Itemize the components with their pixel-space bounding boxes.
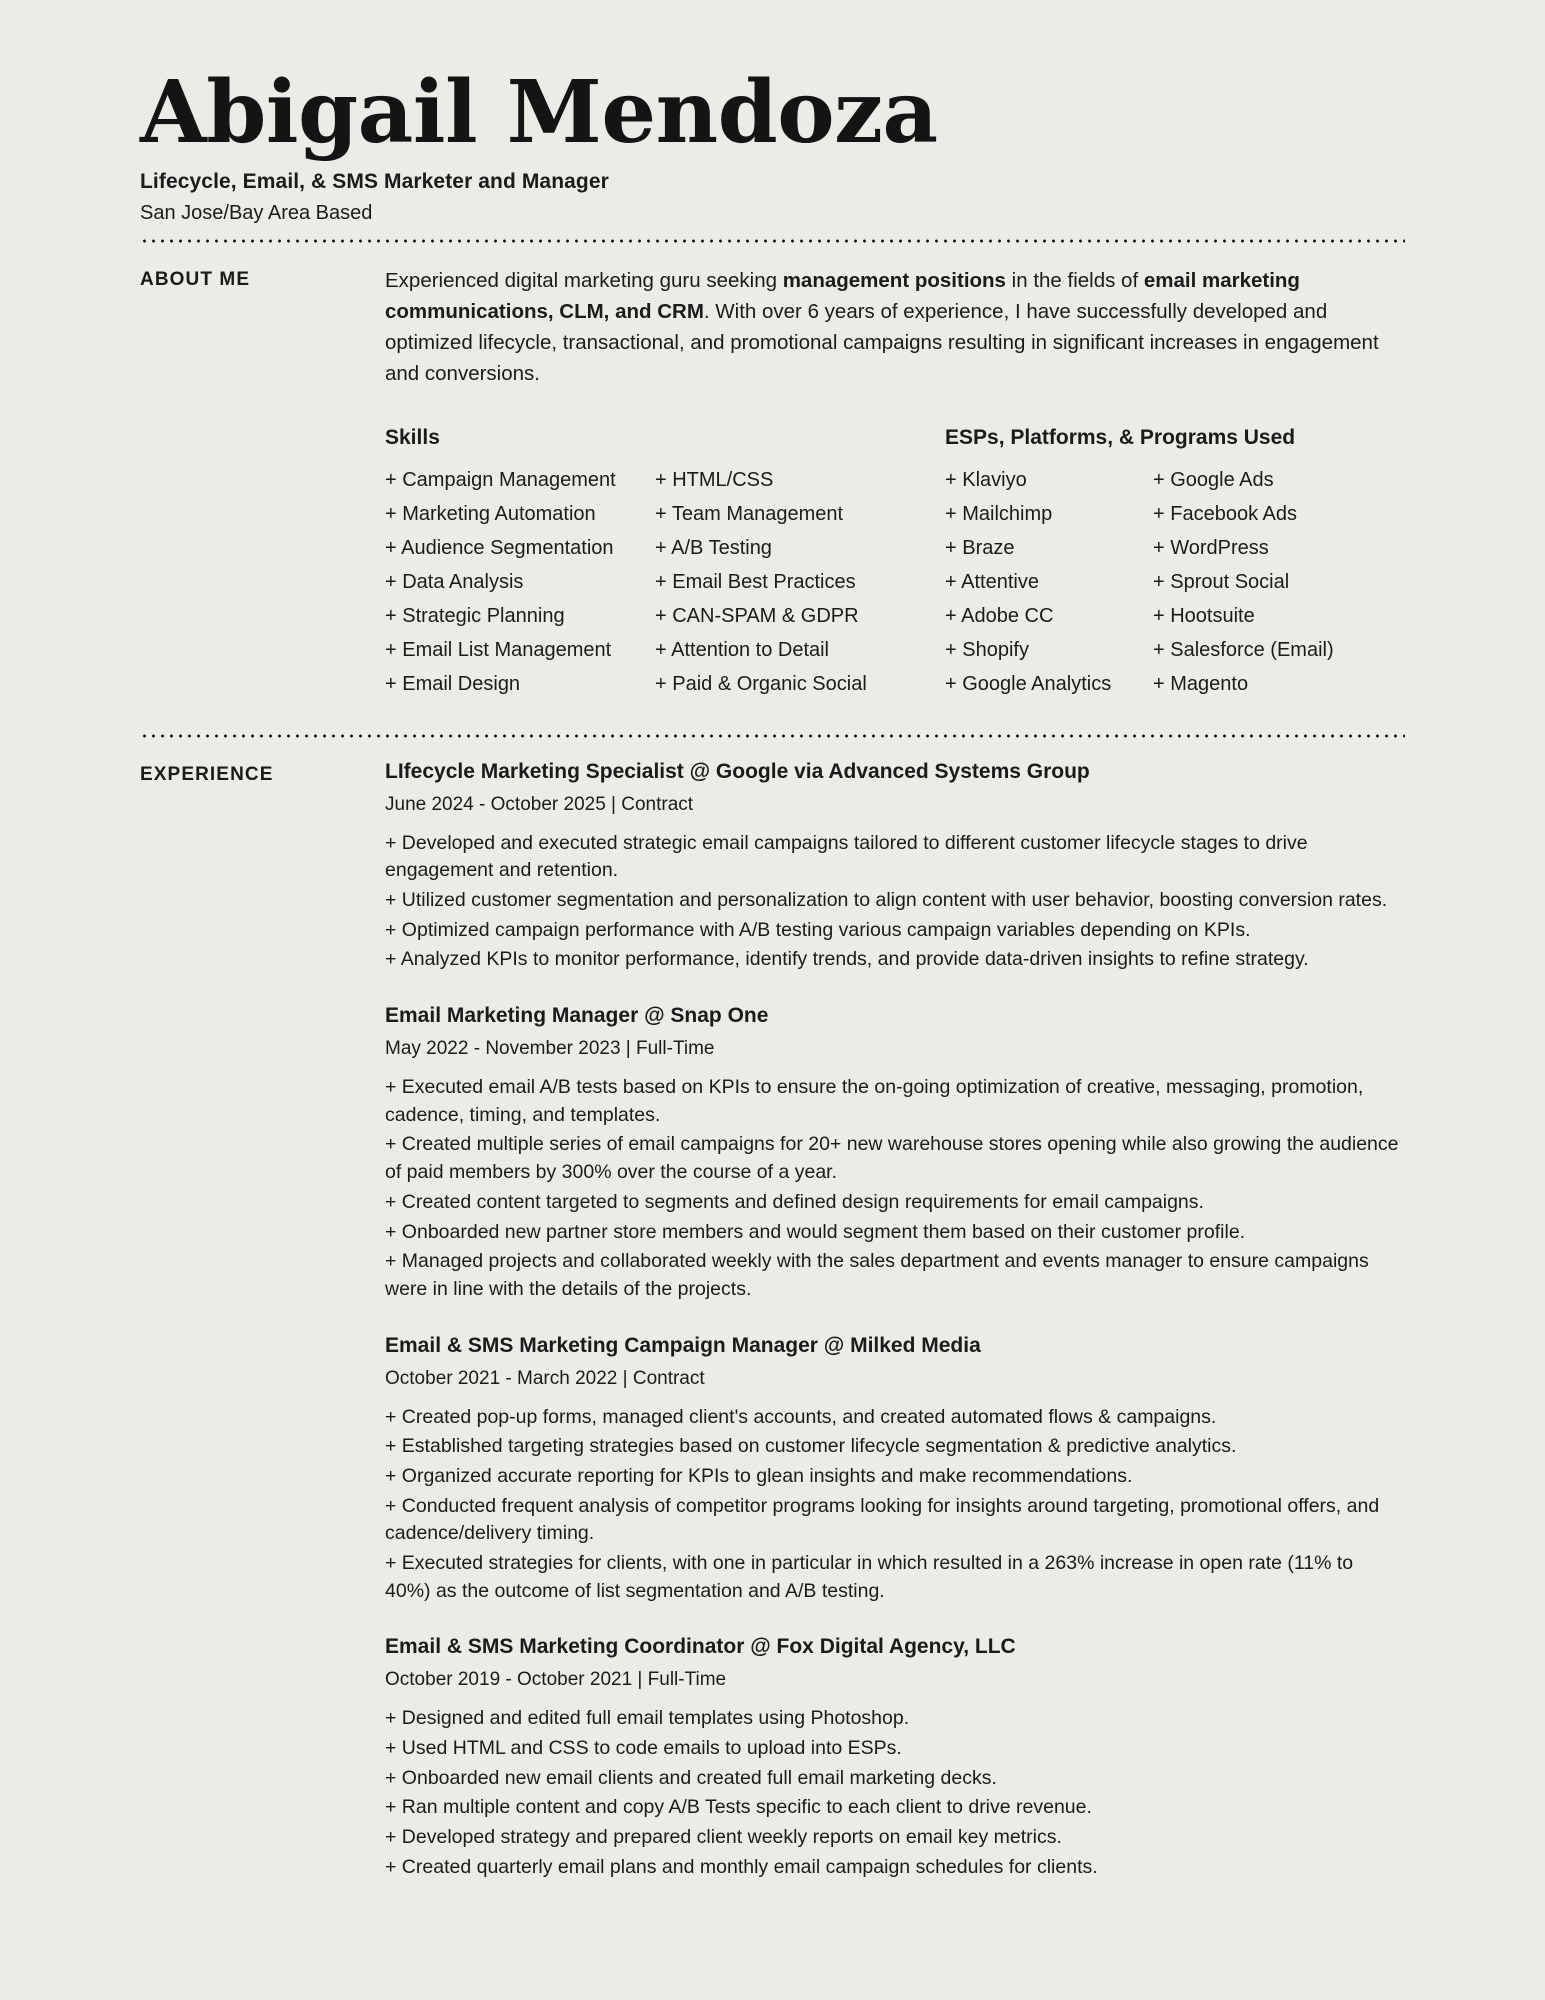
platform-item: + Mailchimp — [945, 502, 1053, 525]
platform-item: + Shopify — [945, 638, 1029, 661]
job-bullet: + Created quarterly email plans and monthly email campaign schedules for clients. — [385, 1855, 1098, 1878]
job-bullet: + Organized accurate reporting for KPIs to glean insights and make recommendations. — [385, 1464, 1133, 1487]
experience-section — [140, 760, 1405, 1884]
about-section-body — [385, 265, 1400, 704]
job-bullet: + Used HTML and CSS to code emails to upload into ESPs. — [385, 1737, 902, 1760]
platforms-column-2 — [1153, 466, 1400, 704]
skill-item: + Email Best Practices — [655, 570, 856, 593]
skill-item: + Email List Management — [385, 638, 612, 661]
job-bullet: + Created content targeted to segments and defined design requirements for email campaigns. — [385, 1190, 1204, 1213]
job-dates-and-type: May 2022 - November 2023 | Full-Time — [385, 1038, 715, 1060]
job-bullet: + Onboarded new email clients and created full email marketing decks. — [385, 1766, 997, 1789]
experience-section-label: EXPERIENCE — [140, 763, 274, 785]
skill-item: + Data Analysis — [385, 570, 524, 593]
platform-item: + WordPress — [1153, 536, 1269, 559]
about-text-emphasis: management positions — [782, 269, 1006, 292]
platforms-column-1 — [945, 466, 1153, 704]
skills-and-platforms — [385, 426, 1400, 704]
job-title: Email & SMS Marketing Campaign Manager @ Milked Media — [385, 1333, 981, 1357]
skills-column-1 — [385, 466, 655, 704]
job-dates-and-type: October 2021 - March 2022 | Contract — [385, 1367, 705, 1389]
page-title: Abigail Mendoza — [140, 62, 938, 163]
job-title: Email Marketing Manager @ Snap One — [385, 1004, 769, 1028]
skill-item: + Marketing Automation — [385, 502, 596, 525]
platforms-block — [945, 426, 1400, 704]
job-bullet: + Managed projects and collaborated weekly with the sales department and events manager to ensure campaigns were in line with the details of the projects. — [385, 1250, 1369, 1300]
platform-item: + Google Ads — [1153, 468, 1274, 491]
job-bullet: + Created pop-up forms, managed client's accounts, and created automated flows & campaigns. — [385, 1405, 1217, 1428]
divider-top — [140, 239, 1405, 243]
platform-item: + Hootsuite — [1153, 604, 1255, 627]
about-text-emphasis: email marketing communications, CLM, and CRM — [385, 269, 1300, 324]
platform-item: + Braze — [945, 536, 1015, 559]
skill-item: + HTML/CSS — [655, 468, 774, 491]
skill-item: + Paid & Organic Social — [655, 672, 867, 695]
experience-entry — [385, 1635, 1400, 1881]
platforms-title: ESPs, Platforms, & Programs Used — [945, 425, 1296, 449]
job-bullet: + Conducted frequent analysis of competitor programs looking for insights around targeting, promotional offers, and cadence/delivery timing. — [385, 1494, 1380, 1545]
about-text-run: . With over 6 years of experience, I have successfully developed and optimized lifecycle, transactional, and promotional campaigns resulting in significant increases in engagement and conversions. — [385, 300, 1379, 386]
job-bullet: + Optimized campaign performance with A/B testing various campaign variables depending on KPIs. — [385, 918, 1251, 941]
about-text-run: in the fields of — [1005, 269, 1144, 292]
about-section — [140, 265, 1405, 704]
about-section-label: ABOUT ME — [140, 269, 251, 290]
job-title: Email & SMS Marketing Coordinator @ Fox Digital Agency, LLC — [385, 1635, 1016, 1659]
experience-entry — [385, 760, 1400, 974]
professional-tagline: Lifecycle, Email, & SMS Marketer and Manager — [140, 170, 609, 193]
divider-middle — [140, 734, 1405, 738]
skill-item: + Email Design — [385, 672, 521, 695]
skills-title: Skills — [385, 425, 440, 449]
platform-item: + Attentive — [945, 570, 1039, 593]
experience-entry — [385, 1334, 1400, 1606]
location-text: San Jose/Bay Area Based — [140, 202, 373, 224]
skills-block — [385, 426, 945, 704]
platform-item: + Facebook Ads — [1153, 502, 1297, 525]
about-paragraph — [385, 265, 1400, 390]
about-text-run: Experienced digital marketing guru seeking — [385, 269, 783, 292]
experience-entry — [385, 1004, 1400, 1304]
job-title: LIfecycle Marketing Specialist @ Google via Advanced Systems Group — [385, 759, 1090, 783]
experience-list — [385, 760, 1400, 1884]
job-bullet: + Utilized customer segmentation and personalization to align content with user behavior, boosting conversion rates. — [385, 889, 1388, 911]
skill-item: + Team Management — [655, 502, 844, 525]
skill-item: + Campaign Management — [385, 468, 616, 491]
skill-item: + A/B Testing — [655, 536, 772, 559]
resume-header — [140, 62, 1405, 225]
job-dates-and-type: June 2024 - October 2025 | Contract — [385, 793, 694, 815]
skill-item: + Audience Segmentation — [385, 536, 614, 559]
skill-item: + Attention to Detail — [655, 638, 830, 661]
skills-column-2 — [655, 466, 945, 704]
job-bullet: + Ran multiple content and copy A/B Tests specific to each client to drive revenue. — [385, 1796, 1092, 1819]
skill-item: + Strategic Planning — [385, 604, 565, 627]
job-bullet: + Executed email A/B tests based on KPIs to ensure the on-going optimization of creative, messaging, promotion, cadence, timing, and templates. — [385, 1076, 1364, 1126]
job-bullet: + Developed and executed strategic email campaigns tailored to different customer lifecycle stages to drive engagement and retention. — [385, 831, 1308, 882]
job-bullet: + Analyzed KPIs to monitor performance, identify trends, and provide data-driven insights to refine strategy. — [385, 948, 1309, 971]
platform-item: + Adobe CC — [945, 604, 1054, 627]
job-bullet: + Executed strategies for clients, with one in particular in which resulted in a 263% increase in open rate (11% to 40%) as the outcome of list segmentation and A/B testing. — [385, 1552, 1354, 1602]
platform-item: + Google Analytics — [945, 672, 1112, 695]
platform-item: + Klaviyo — [945, 468, 1027, 491]
job-bullet: + Onboarded new partner store members and would segment them based on their customer profile. — [385, 1220, 1246, 1243]
platform-item: + Salesforce (Email) — [1153, 638, 1334, 661]
platform-item: + Sprout Social — [1153, 570, 1290, 593]
platform-item: + Magento — [1153, 672, 1249, 695]
job-bullet: + Created multiple series of email campaigns for 20+ new warehouse stores opening while also growing the audience of paid members by 300% over the course of a year. — [385, 1133, 1399, 1184]
job-bullet: + Developed strategy and prepared client weekly reports on email key metrics. — [385, 1826, 1062, 1849]
job-bullet: + Designed and edited full email templates using Photoshop. — [385, 1707, 910, 1730]
skill-item: + CAN-SPAM & GDPR — [655, 604, 859, 627]
job-bullet: + Established targeting strategies based on customer lifecycle segmentation & predictive analytics. — [385, 1435, 1237, 1458]
job-dates-and-type: October 2019 - October 2021 | Full-Time — [385, 1669, 727, 1691]
